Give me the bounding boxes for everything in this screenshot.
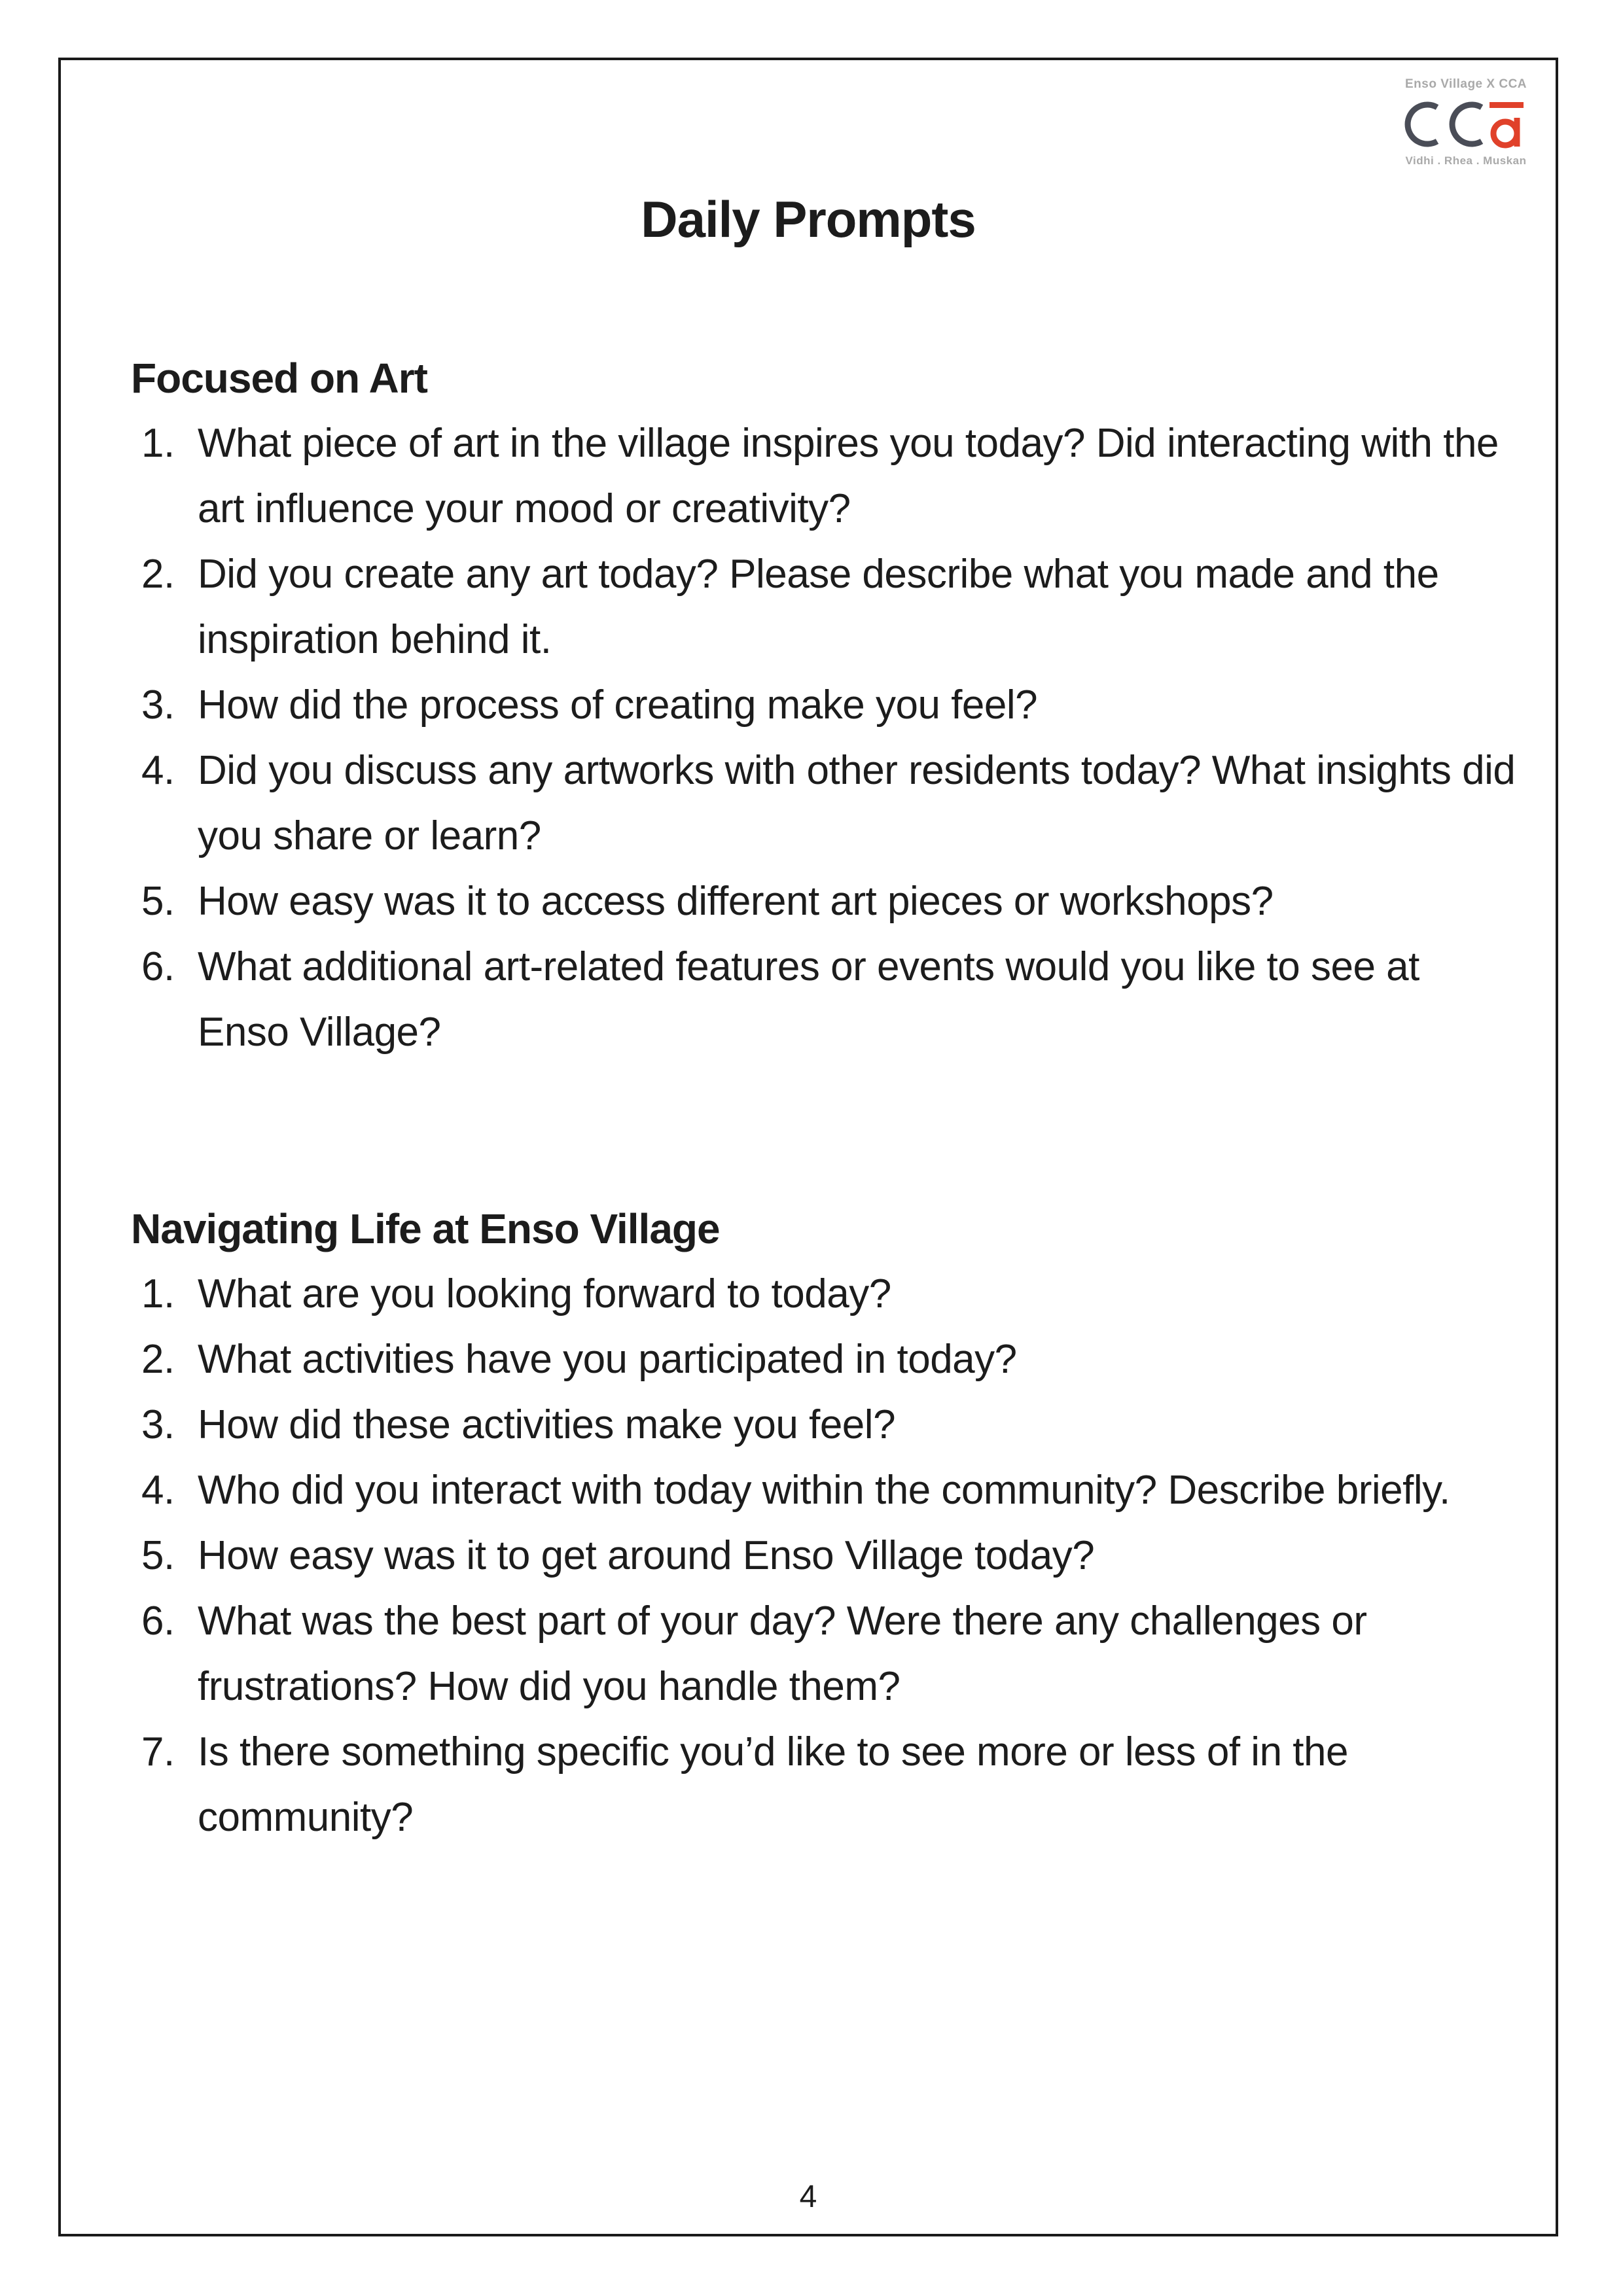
list-item — [131, 673, 1518, 738]
list-item — [131, 1262, 1518, 1327]
list-item — [131, 542, 1518, 673]
item-text: Is there something specific you’d like to see more or less of in the community? — [198, 1729, 1348, 1840]
item-text: What piece of art in the village inspires you today? Did interacting with the art influence your mood or creativity? — [198, 421, 1499, 531]
page-title: Daily Prompts — [641, 190, 976, 248]
item-number: 2. — [141, 552, 175, 597]
item-number: 3. — [141, 1402, 175, 1447]
list-item — [131, 1392, 1518, 1458]
section-focused-on-art — [131, 345, 1518, 1065]
list-item — [131, 869, 1518, 934]
item-number: 7. — [141, 1729, 175, 1775]
item-text: What activities have you participated in today? — [198, 1337, 1017, 1382]
logo-caption-top: Enso Village X CCA — [1404, 77, 1527, 91]
item-text: How easy was it to get around Enso Village today? — [198, 1533, 1095, 1578]
item-number: 6. — [141, 944, 175, 989]
item-number: 6. — [141, 1598, 175, 1644]
page-number: 4 — [799, 2180, 817, 2214]
cca-logo-mark — [1397, 93, 1535, 156]
item-text: How easy was it to access different art pieces or workshops? — [198, 879, 1274, 924]
logo-caption-bottom: Vidhi . Rhea . Muskan — [1405, 154, 1527, 167]
item-text: Did you create any art today? Please describe what you made and the inspiration behind it. — [198, 552, 1439, 662]
item-text: What are you looking forward to today? — [198, 1271, 891, 1316]
item-text: How did these activities make you feel? — [198, 1402, 896, 1447]
list-item — [131, 1458, 1518, 1523]
section-heading: Navigating Life at Enso Village — [131, 1205, 720, 1252]
prompt-list — [131, 1262, 1518, 1850]
list-item — [131, 1523, 1518, 1589]
item-number: 4. — [141, 748, 175, 793]
list-item — [131, 738, 1518, 869]
item-text: What was the best part of your day? Were there any challenges or frustrations? How did you handle them? — [198, 1598, 1367, 1709]
section-navigating-life — [131, 1196, 1518, 1850]
item-text: What additional art-related features or events would you like to see at Enso Village? — [198, 944, 1419, 1055]
list-item — [131, 411, 1518, 542]
item-number: 1. — [141, 1271, 175, 1316]
prompt-list — [131, 411, 1518, 1065]
item-number: 5. — [141, 879, 175, 924]
list-item — [131, 1720, 1518, 1850]
item-number: 3. — [141, 682, 175, 728]
item-text: Did you discuss any artworks with other residents today? What insights did you share or learn? — [198, 748, 1516, 858]
item-number: 5. — [141, 1533, 175, 1578]
item-text: How did the process of creating make you feel? — [198, 682, 1038, 728]
list-item — [131, 934, 1518, 1065]
logo — [1387, 77, 1544, 175]
list-item — [131, 1589, 1518, 1720]
item-number: 4. — [141, 1468, 175, 1513]
item-number: 1. — [141, 421, 175, 466]
section-heading: Focused on Art — [131, 355, 427, 402]
item-text: Who did you interact with today within the community? Describe briefly. — [198, 1468, 1450, 1513]
list-item — [131, 1327, 1518, 1392]
item-number: 2. — [141, 1337, 175, 1382]
